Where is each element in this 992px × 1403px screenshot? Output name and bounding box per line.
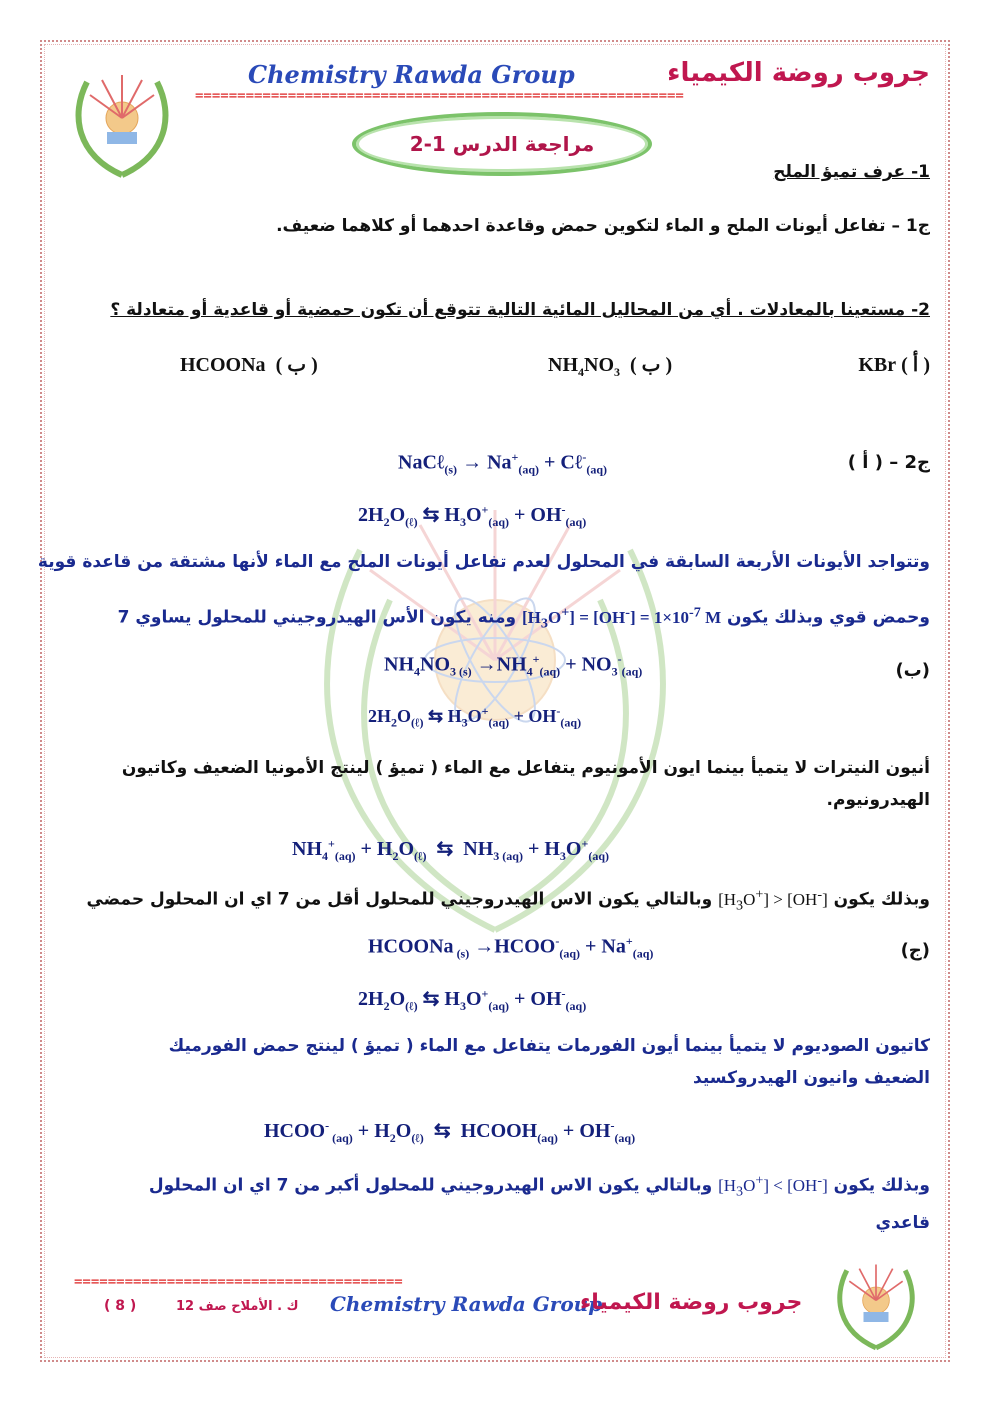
choice-c: HCOONa ( ب ) xyxy=(180,354,318,376)
answer2-b-text1: أنيون النيترات لا يتميأ بينما ايون الأمونيوم يتفاعل مع الماء ( تميؤ ) لينتج الأمونيا الضعيف وكاتيون الهيدرونيوم. xyxy=(121,758,930,810)
footer-divider: ======================================= xyxy=(74,1274,403,1290)
answer2-c-text1: كاتيون الصوديوم لا يتميأ بينما أيون الفورمات يتفاعل مع الماء ( تميؤ ) لينتج حمض الفورميك الضعيف وانيون الهيدروكسيد xyxy=(168,1036,930,1088)
answer2-c-text2: وبذلك يكون $[H_3O^+] < [OH^-]$ وبالتالي يكون الاس الهيدروجيني للمحلول أكبر من 7 اي ان المحلول قاعدي xyxy=(148,1172,930,1234)
header-brand-en: Chemistry Rawda Group xyxy=(248,60,575,89)
q1-question: 1- عرف تميؤ الملح xyxy=(773,162,930,182)
footer-brand-ar: جروب روضة الكيمياء xyxy=(580,1290,803,1315)
answer2-a-text2: وحمض قوي وبذلك يكون $[H_3O^+] = [OH^-] = 1\times 10^{-7}$ M ومنه يكون الأس الهيدروجيني للمحلول يساوي 7 xyxy=(117,604,930,632)
answer2-b-eq1: $NH_4NO_{3 (s)} \to NH_4^+_{(aq)} + NO_3^-_{(aq)}$ xyxy=(384,652,643,679)
answer2-c-eq3: HCOO- $_{(aq)} + H_2O_{(\ell)}$ ⇆ $HCOOH_{(aq)} + OH^-_{(aq)}$ xyxy=(264,1118,636,1145)
footer-meta: ك . الأملاح صف 12 xyxy=(176,1299,299,1314)
q2-question: 2- مستعينا بالمعادلات . أي من المحاليل المائية التالية تتوقع أن تكون حمضية أو قاعدية أو متعادلة ؟ xyxy=(110,300,930,320)
lesson-title: مراجعة الدرس 1-2 xyxy=(409,132,595,156)
q1-answer: ج1 – تفاعل أيونات الملح و الماء لتكوين حمض وقاعدة احدهما أو كلاهما ضعيف. xyxy=(276,216,930,236)
answer2-a-label: ج2 – ( أ ) xyxy=(847,452,930,473)
answer2-b-eq3: $NH_4^+_{(aq)} + H_2O_{(\ell)}$ ⇆ $NH_{3 (aq)} + H_3O^+_{(aq)}$ xyxy=(292,836,609,863)
answer2-c-eq2: $2H_2O_{(\ell)}$ ⇆ $H_3O^+_{(aq)} + OH^-_{(aq)}$ xyxy=(358,986,587,1013)
lesson-title-badge xyxy=(352,112,652,176)
rawda-logo-footer-icon xyxy=(826,1252,926,1352)
choice-b: $NH_4NO_3$ ( ب ) xyxy=(548,354,673,379)
footer-brand-en: Chemistry Rawda Group xyxy=(330,1292,603,1316)
rawda-logo-icon xyxy=(62,60,182,180)
answer2-c-eq1: HCOONa $_{(s)} \to HCOO^-_{(aq)} + Na^+_{(aq)}$ xyxy=(368,934,654,961)
header-divider: ========================================================== xyxy=(195,88,684,104)
answer2-b-text2: وبذلك يكون $[H_3O^+] > [OH^-]$ وبالتالي يكون الاس الهيدروجيني للمحلول أقل من 7 اي ان المحلول حمضي xyxy=(86,886,930,914)
answer2-b-eq2: $2H_2O_{(\ell)}$ ⇆ $H_3O^+_{(aq)} + OH^-_{(aq)}$ xyxy=(368,704,582,730)
answer2-a-text1: وتتواجد الأيونات الأربعة السابقة في المحلول لعدم تفاعل أيونات الملح مع الماء لأنها مشتقة من قاعدة قوية xyxy=(37,552,930,572)
answer2-a-eq2: $2H_2O_{(\ell)}$ ⇆ $H_3O^+_{(aq)} + OH^-_{(aq)}$ xyxy=(358,502,587,529)
page-number: ( 8 ) xyxy=(104,1298,137,1314)
answer2-a-eq1: NaCℓ$_{(s)}$ → $Na^+_{(aq)}$ + Cℓ-$_{(aq)}$ xyxy=(398,450,608,477)
answer2-c-label: (ج) xyxy=(900,940,930,961)
choice-a: ( أ ) KBr xyxy=(858,354,930,376)
header-brand-ar: جروب روضة الكيمياء xyxy=(667,58,930,88)
answer2-b-label: (ب) xyxy=(895,660,930,681)
